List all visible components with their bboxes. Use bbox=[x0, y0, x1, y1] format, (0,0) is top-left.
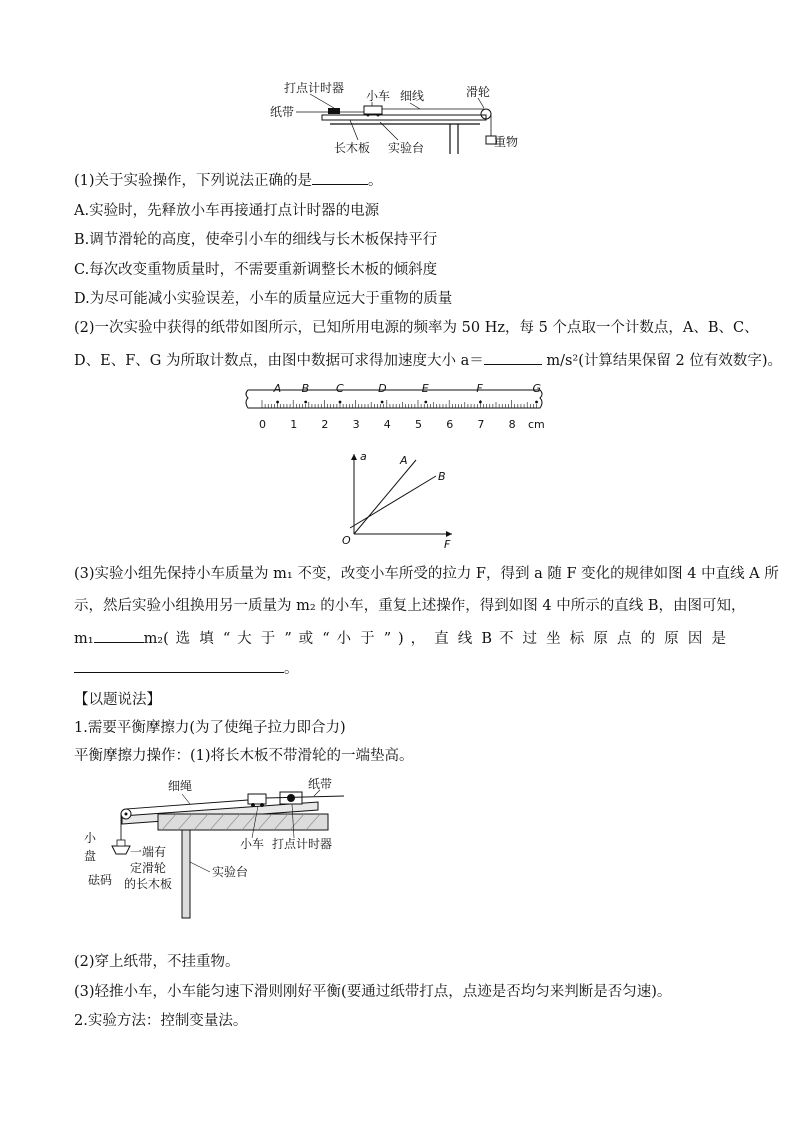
q3-line2: 示，然后实验小组换用另一质量为 m₂ 的小车，重复上述操作，得到如图 4 中所示的直线 B，由图可知， bbox=[74, 598, 746, 614]
q3-line3 bbox=[74, 628, 726, 649]
fig1-timer bbox=[328, 108, 340, 114]
ruler-point-dot bbox=[535, 401, 538, 404]
fig2-label-rope: 细绳 bbox=[168, 779, 193, 793]
q3-compare-blank[interactable] bbox=[94, 628, 144, 643]
ruler-point-label: G bbox=[532, 382, 542, 395]
fig2-label-board2: 定滑轮 bbox=[130, 861, 167, 875]
ruler-number: 2 bbox=[321, 418, 329, 431]
fig2-tape bbox=[266, 796, 344, 798]
fig2-label-tray2: 盘 bbox=[84, 849, 97, 863]
q1-option-a: A.实验时，先释放小车再接通打点计时器的电源 bbox=[74, 203, 380, 219]
ruler-point-dot bbox=[339, 401, 342, 404]
apparatus-figure-1 bbox=[270, 78, 540, 158]
fig1-label-weight: 重物 bbox=[494, 135, 519, 149]
fig2-tray bbox=[112, 846, 130, 854]
fig2-label-tape: 纸带 bbox=[308, 777, 333, 791]
tape-outline bbox=[246, 390, 542, 408]
graph-y-label: a bbox=[360, 450, 367, 463]
ruler-point-label: B bbox=[301, 382, 310, 395]
ruler-point-label: A bbox=[273, 382, 282, 395]
ruler-number: 6 bbox=[446, 418, 454, 431]
q1-answer-blank[interactable] bbox=[312, 170, 368, 185]
q1-stem bbox=[74, 170, 383, 191]
q3-line3-text: m₂( 选 填 “ 大 于 ” 或 “ 小 于 ” ) ， 直 线 B 不 过 坐 标 原 点 的 原 因 是 bbox=[143, 631, 726, 647]
graph-label-b: B bbox=[438, 470, 446, 483]
fig2-label-cart: 小车 bbox=[240, 837, 265, 851]
ruler-number: 3 bbox=[352, 418, 360, 431]
ruler-point-dot bbox=[304, 401, 307, 404]
ruler-number: 1 bbox=[290, 418, 298, 431]
ruler-unit: cm bbox=[528, 418, 545, 431]
section-title: 【以题说法】 bbox=[74, 692, 161, 708]
section-item1: 1.需要平衡摩擦力(为了使绳子拉力即合力) bbox=[74, 720, 346, 736]
fig2-label-timer: 打点计时器 bbox=[272, 837, 333, 851]
fig2-cart bbox=[248, 794, 266, 804]
ruler-point-label: F bbox=[476, 382, 483, 395]
q2-answer-blank[interactable] bbox=[484, 350, 542, 365]
q1-option-b: B.调节滑轮的高度，使牵引小车的细线与长木板保持平行 bbox=[74, 232, 438, 248]
fig1-label-tape: 纸带 bbox=[270, 105, 295, 119]
ruler-point-dot bbox=[381, 401, 384, 404]
fig1-cart bbox=[364, 106, 382, 114]
fig2-table-leg bbox=[182, 830, 190, 918]
fig2-label-board1: 一端有 bbox=[130, 845, 167, 859]
graph-line-b bbox=[350, 476, 436, 528]
fig1-label-cart: 小车 bbox=[366, 89, 391, 103]
section-item2: 2.实验方法：控制变量法。 bbox=[74, 1013, 248, 1029]
section-op2: (2)穿上纸带，不挂重物。 bbox=[74, 954, 240, 970]
ruler-number: 5 bbox=[415, 418, 422, 431]
fig1-label-board: 长木板 bbox=[334, 141, 371, 155]
fig2-label-tray: 小 bbox=[84, 831, 97, 845]
fig2-label-table: 实验台 bbox=[212, 865, 249, 879]
ruler-point-dot bbox=[479, 401, 482, 404]
graph-line-a bbox=[354, 460, 416, 534]
graph-origin: O bbox=[342, 534, 351, 547]
q1-option-c: C.每次改变重物质量时，不需要重新调整长木板的倾斜度 bbox=[74, 262, 438, 278]
q3-reason-blank[interactable] bbox=[74, 658, 284, 673]
fig1-label-timer: 打点计时器 bbox=[284, 81, 345, 95]
fig2-rope bbox=[126, 800, 248, 809]
q3-line4 bbox=[74, 658, 299, 679]
fig2-label-board3: 的长木板 bbox=[124, 877, 173, 891]
ruler-point-label: C bbox=[336, 382, 344, 395]
graph-label-a: A bbox=[400, 454, 408, 467]
ruler-point-dot bbox=[424, 401, 427, 404]
ruler-point-label: D bbox=[378, 382, 387, 395]
q3-line4-end: 。 bbox=[284, 661, 299, 677]
ruler-point-label: E bbox=[421, 382, 429, 395]
fig1-label-pulley: 滑轮 bbox=[466, 85, 491, 99]
ruler-number: 8 bbox=[508, 418, 516, 431]
section-item1-op: 平衡摩擦力操作：(1)将长木板不带滑轮的一端垫高。 bbox=[74, 748, 414, 764]
section-op3: (3)轻推小车，小车能匀速下滑则刚好平衡(要通过纸带打点，点迹是否均匀来判断是否匀速)。 bbox=[74, 984, 672, 1000]
fig2-table-top bbox=[158, 814, 328, 830]
q1-stem-text: (1)关于实验操作，下列说法正确的是 bbox=[74, 173, 313, 189]
q2-line1: (2)一次实验中获得的纸带如图所示，已知所用电源的频率为 50 Hz，每 5 个点取一个计数点，A、B、C、 bbox=[74, 320, 759, 336]
fig2-label-weights: 砝码 bbox=[88, 873, 113, 887]
q1-stem-end: 。 bbox=[368, 173, 383, 189]
q1-option-d: D.为尽可能减小实验误差，小车的质量应远大于重物的质量 bbox=[74, 291, 453, 307]
ruler-number: 7 bbox=[477, 418, 485, 431]
a-F-graph bbox=[340, 450, 460, 550]
q3-m1: m₁ bbox=[74, 631, 94, 647]
fig1-board bbox=[322, 115, 486, 120]
graph-x-label: F bbox=[444, 538, 451, 550]
ruler-point-dot bbox=[276, 401, 279, 404]
q3-line1: (3)实验小组先保持小车质量为 m₁ 不变，改变小车所受的拉力 F，得到 a 随 F 变化的规律如图 4 中直线 A 所 bbox=[74, 566, 779, 582]
fig1-label-table: 实验台 bbox=[388, 141, 425, 155]
tape-ruler-figure bbox=[240, 380, 560, 434]
q2-line2-text: D、E、F、G 为所取计数点，由图中数据可求得加速度大小 a＝ bbox=[74, 353, 484, 369]
apparatus-figure-2 bbox=[82, 776, 362, 922]
ruler-number: 4 bbox=[383, 418, 391, 431]
ruler-number: 0 bbox=[259, 418, 266, 431]
q2-line2 bbox=[74, 350, 782, 371]
fig1-label-string: 细线 bbox=[400, 89, 425, 103]
q2-line2-end: m/s²(计算结果保留 2 位有效数字)。 bbox=[541, 353, 782, 369]
